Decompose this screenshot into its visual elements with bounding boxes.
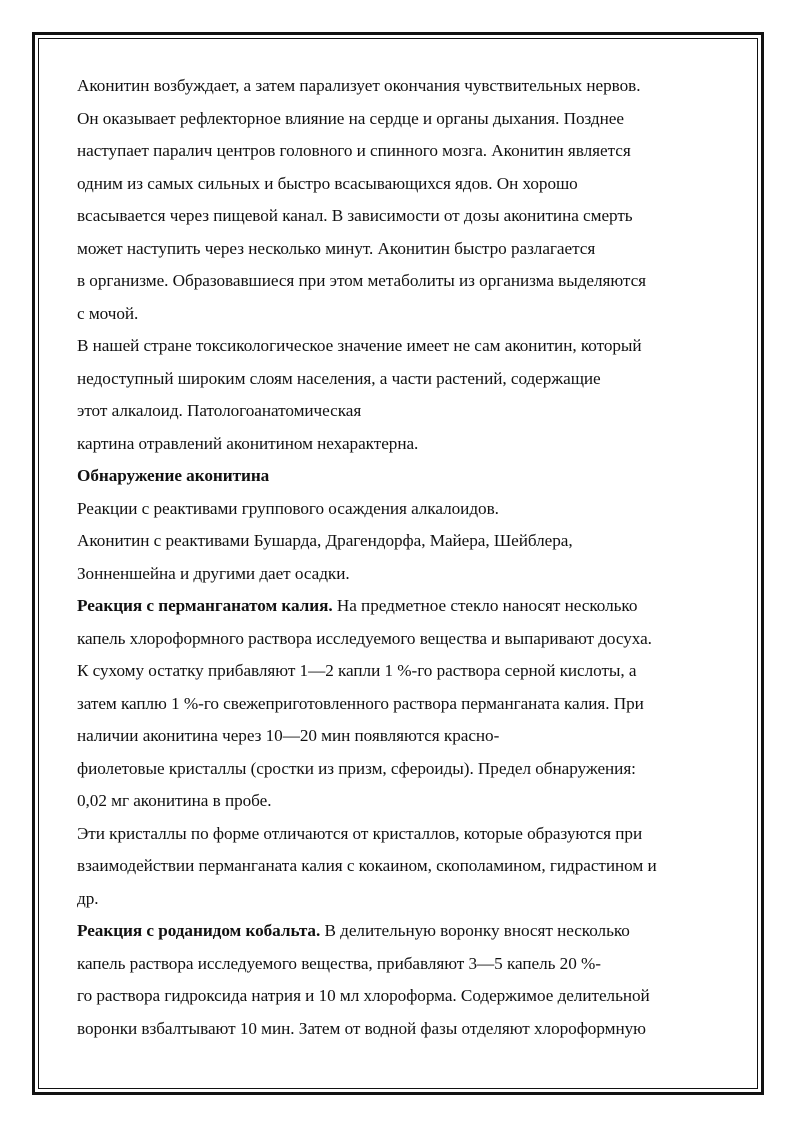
text-line xyxy=(77,298,737,331)
text-line xyxy=(77,70,737,103)
text-line xyxy=(77,883,737,916)
line-text: может наступить через несколько минут. Аконитин быстро разлагается xyxy=(77,238,596,258)
text-line xyxy=(77,980,737,1013)
document-body xyxy=(77,70,737,1045)
text-line xyxy=(77,753,737,786)
line-text: с мочой. xyxy=(77,303,139,323)
text-line xyxy=(77,720,737,753)
line-text: Эти кристаллы по форме отличаются от кристаллов, которые образуются при xyxy=(77,823,643,843)
text-line xyxy=(77,688,737,721)
line-text: 0,02 мг аконитина в пробе. xyxy=(77,791,272,810)
line-text: Аконитин возбуждает, а затем парализует окончания чувствительных нервов. xyxy=(77,76,641,95)
text-line xyxy=(77,233,737,266)
text-line xyxy=(77,265,737,298)
text-line xyxy=(77,428,737,461)
line-text: др. xyxy=(77,888,99,908)
text-line xyxy=(77,103,737,136)
text-line xyxy=(77,785,737,818)
line-text: всасывается через пищевой канал. В зависимости от дозы аконитина смерть xyxy=(77,206,633,225)
line-text: Он оказывает рефлекторное влияние на сердце и органы дыхания. Позднее xyxy=(77,108,624,128)
text-line xyxy=(77,363,737,396)
line-text: капель раствора исследуемого вещества, прибавляют 3—5 капель 20 %- xyxy=(77,953,601,973)
line-text: наличии аконитина через 10—20 мин появляются красно- xyxy=(77,726,500,745)
line-text: Зонненшейна и другими дает осадки. xyxy=(77,563,350,583)
text-line xyxy=(77,818,737,851)
line-text: картина отравлений аконитином нехарактерна. xyxy=(77,433,419,453)
line-text: недоступный широким слоям населения, а части растений, содержащие xyxy=(77,368,601,388)
line-text: На предметное стекло наносят несколько xyxy=(332,596,638,615)
text-line xyxy=(77,460,737,493)
line-text: Аконитин с реактивами Бушарда, Драгендорфа, Майера, Шейблера, xyxy=(77,531,573,550)
line-text: капель хлороформного раствора исследуемого вещества и выпаривают досуха. xyxy=(77,628,652,648)
line-text: взаимодействии перманганата калия с кокаином, скополамином, гидрастином и xyxy=(77,856,657,875)
text-line xyxy=(77,135,737,168)
line-text: в организме. Образовавшиеся при этом метаболиты из организма выделяются xyxy=(77,271,647,290)
bold-heading: Реакция с роданидом кобальта. xyxy=(77,921,321,940)
text-line xyxy=(77,1013,737,1046)
text-line xyxy=(77,200,737,233)
line-text: воронки взбалтывают 10 мин. Затем от водной фазы отделяют хлороформную xyxy=(77,1018,646,1038)
line-text: К сухому остатку прибавляют 1—2 капли 1 %-го раствора серной кислоты, а xyxy=(77,661,637,680)
line-text: го раствора гидроксида натрия и 10 мл хлороформа. Содержимое делительной xyxy=(77,986,650,1005)
line-text: В нашей стране токсикологическое значение имеет не сам аконитин, который xyxy=(77,336,642,355)
text-line xyxy=(77,330,737,363)
bold-heading: Обнаружение аконитина xyxy=(77,466,270,485)
text-line xyxy=(77,525,737,558)
text-line xyxy=(77,623,737,656)
text-line xyxy=(77,168,737,201)
text-line xyxy=(77,850,737,883)
text-line xyxy=(77,655,737,688)
line-text: наступает паралич центров головного и спинного мозга. Аконитин является xyxy=(77,141,631,160)
text-line xyxy=(77,590,737,623)
text-line xyxy=(77,558,737,591)
text-line xyxy=(77,395,737,428)
line-text: фиолетовые кристаллы (сростки из призм, сфероиды). Предел обнаружения: xyxy=(77,758,636,778)
line-text: затем каплю 1 %-го свежеприготовленного раствора перманганата калия. При xyxy=(77,693,644,713)
line-text: Реакции с реактивами группового осаждения алкалоидов. xyxy=(77,498,499,518)
text-line xyxy=(77,948,737,981)
line-text: этот алкалоид. Патологоанатомическая xyxy=(77,401,362,420)
text-line xyxy=(77,493,737,526)
text-line xyxy=(77,915,737,948)
bold-heading: Реакция с перманганатом калия. xyxy=(77,596,333,615)
line-text: В делительную воронку вносят несколько xyxy=(320,921,630,940)
line-text: одним из самых сильных и быстро всасывающихся ядов. Он хорошо xyxy=(77,173,578,193)
